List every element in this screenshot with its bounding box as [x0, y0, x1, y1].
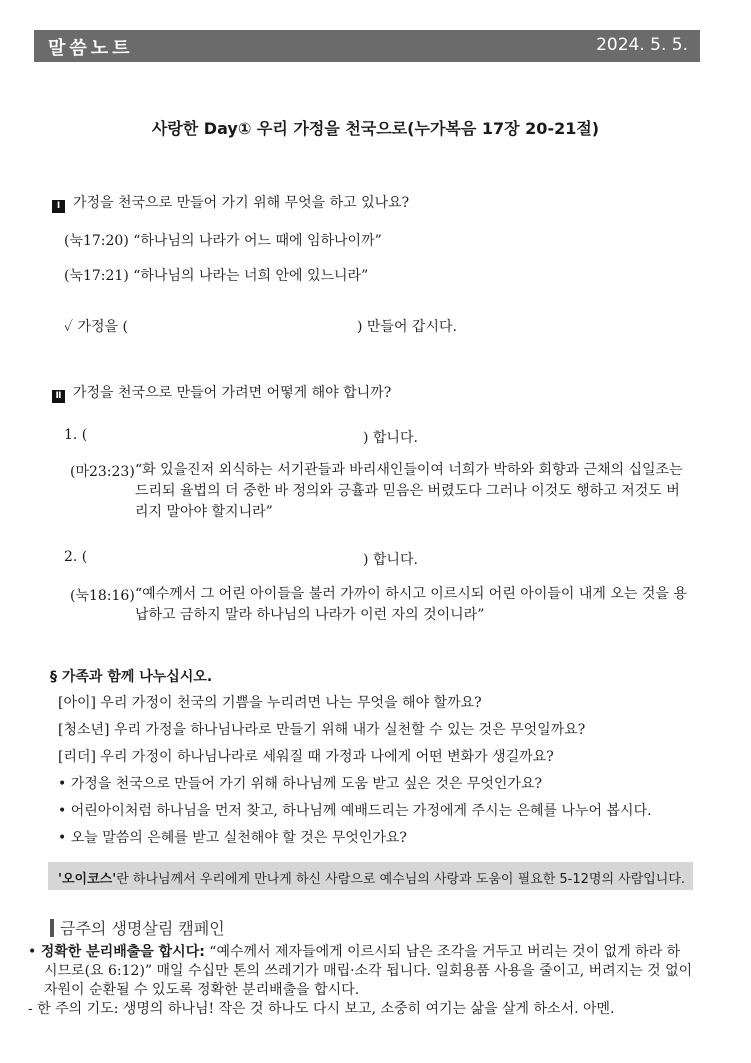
page-title: 사랑한 Day① 우리 가정을 천국으로(누가복음 17장 20-21절)	[151, 119, 600, 138]
item2-before: 2. (	[64, 549, 88, 565]
oikos-definition: 란 하나님께서 우리에게 만나게 하신 사람으로 예수님의 사랑과 도움이 필요한 5-12명의 사람입니다.	[116, 872, 686, 887]
check-icon: ✓	[64, 319, 74, 335]
verse-ref: (눅17:21)	[64, 268, 129, 284]
verse-text: “하나님의 나라는 너희 안에 있느니라”	[133, 268, 369, 284]
campaign-text: “예수께서 제자들에게 이르시되 남은 조각을 거두고 버리는 것이 없게 하라 하시므로(요 6:12)” 매일 수십만 톤의 쓰레기가 매립·소각 됩니다. 일회용품 사용을 줄이고, 버려지는 것 없이 자원이 순환될 수 있도록 정확한 분리배출을 합시다.	[44, 944, 693, 998]
campaign-paragraph	[28, 943, 693, 1000]
verse-line	[64, 265, 368, 285]
verse-ref: (마23:23)	[70, 464, 135, 480]
campaign-heading: 정확한 분리배출을 합시다:	[40, 944, 205, 960]
oikos-term: '오이코스'	[58, 872, 117, 887]
verse-text: “예수께서 그 어린 아이들을 불러 가까이 하시고 이르시되 어린 아이들이 내게 오는 것을 용납하고 금하지 말라 하나님의 나라가 이런 자의 것이니라”	[135, 586, 687, 623]
title-bar-icon	[50, 919, 54, 937]
section1-question-text: 가정을 천국으로 만들어 가기 위해 무엇을 하고 있나요?	[73, 195, 410, 211]
fill-after: ) 만들어 갑시다.	[357, 319, 457, 335]
fill-blank-line	[64, 316, 128, 336]
share-bullet: • 어린아이처럼 하나님을 먼저 찾고, 하나님께 예배드리는 가정에게 주시는 은혜를 나누어 봅시다.	[58, 803, 652, 819]
header-title: 말씀노트	[48, 38, 134, 59]
fill-before: 가정을 (	[77, 319, 128, 335]
share-bullet: • 오늘 말씀의 은혜를 받고 실천해야 할 것은 무엇인가요?	[58, 830, 407, 846]
item1-after: ) 합니다.	[363, 430, 418, 446]
section2-question	[52, 382, 391, 403]
section1-numeral: Ⅰ	[52, 200, 65, 213]
section2-numeral: Ⅱ	[52, 390, 65, 403]
verse-text: “화 있을진저 외식하는 서기관들과 바리새인들이여 너희가 박하와 회향과 근채의 십일조는 드리되 율법의 더 중한 바 정의와 긍휼과 믿음은 버렸도다 그러나 이것도 행하고 저것도 버리지 말아야 할지니라”	[135, 462, 683, 520]
share-line: [청소년] 우리 가정을 하나님나라로 만들기 위해 내가 실천할 수 있는 것은 무엇일까요?	[58, 722, 586, 738]
share-bullet: • 가정을 천국으로 만들어 가기 위해 하나님께 도움 받고 싶은 것은 무엇인가요?	[58, 776, 542, 792]
bullet-icon: •	[28, 944, 37, 960]
header-bar	[34, 30, 700, 62]
share-line: [리더] 우리 가정이 하나님나라로 세워질 때 가정과 나에게 어떤 변화가 생길까요?	[58, 749, 554, 765]
section1-question	[52, 192, 409, 213]
verse-line	[64, 230, 382, 250]
item1-before: 1. (	[64, 427, 88, 443]
campaign-body	[28, 943, 693, 1019]
weekly-prayer: - 한 주의 기도: 생명의 하나님! 작은 것 하나도 다시 보고, 소중히 여기는 삶을 살게 하소서. 아멘.	[28, 1001, 615, 1017]
campaign-title: 금주의 생명살림 캠페인	[50, 916, 225, 939]
verse-text: “하나님의 나라가 어느 때에 임하나이까”	[133, 233, 382, 249]
item2-after: ) 합니다.	[363, 552, 418, 568]
verse-ref: (눅18:16)	[70, 588, 135, 604]
share-heading: § 가족과 함께 나누십시오.	[50, 669, 213, 685]
oikos-note	[48, 862, 693, 890]
section2-question-text: 가정을 천국으로 만들어 가려면 어떻게 해야 합니까?	[73, 385, 392, 401]
share-line: [아이] 우리 가정이 천국의 기쁨을 누리려면 나는 무엇을 해야 할까요?	[58, 695, 482, 711]
header-date: 2024. 5. 5.	[596, 35, 688, 55]
verse-ref: (눅17:20)	[64, 233, 129, 249]
